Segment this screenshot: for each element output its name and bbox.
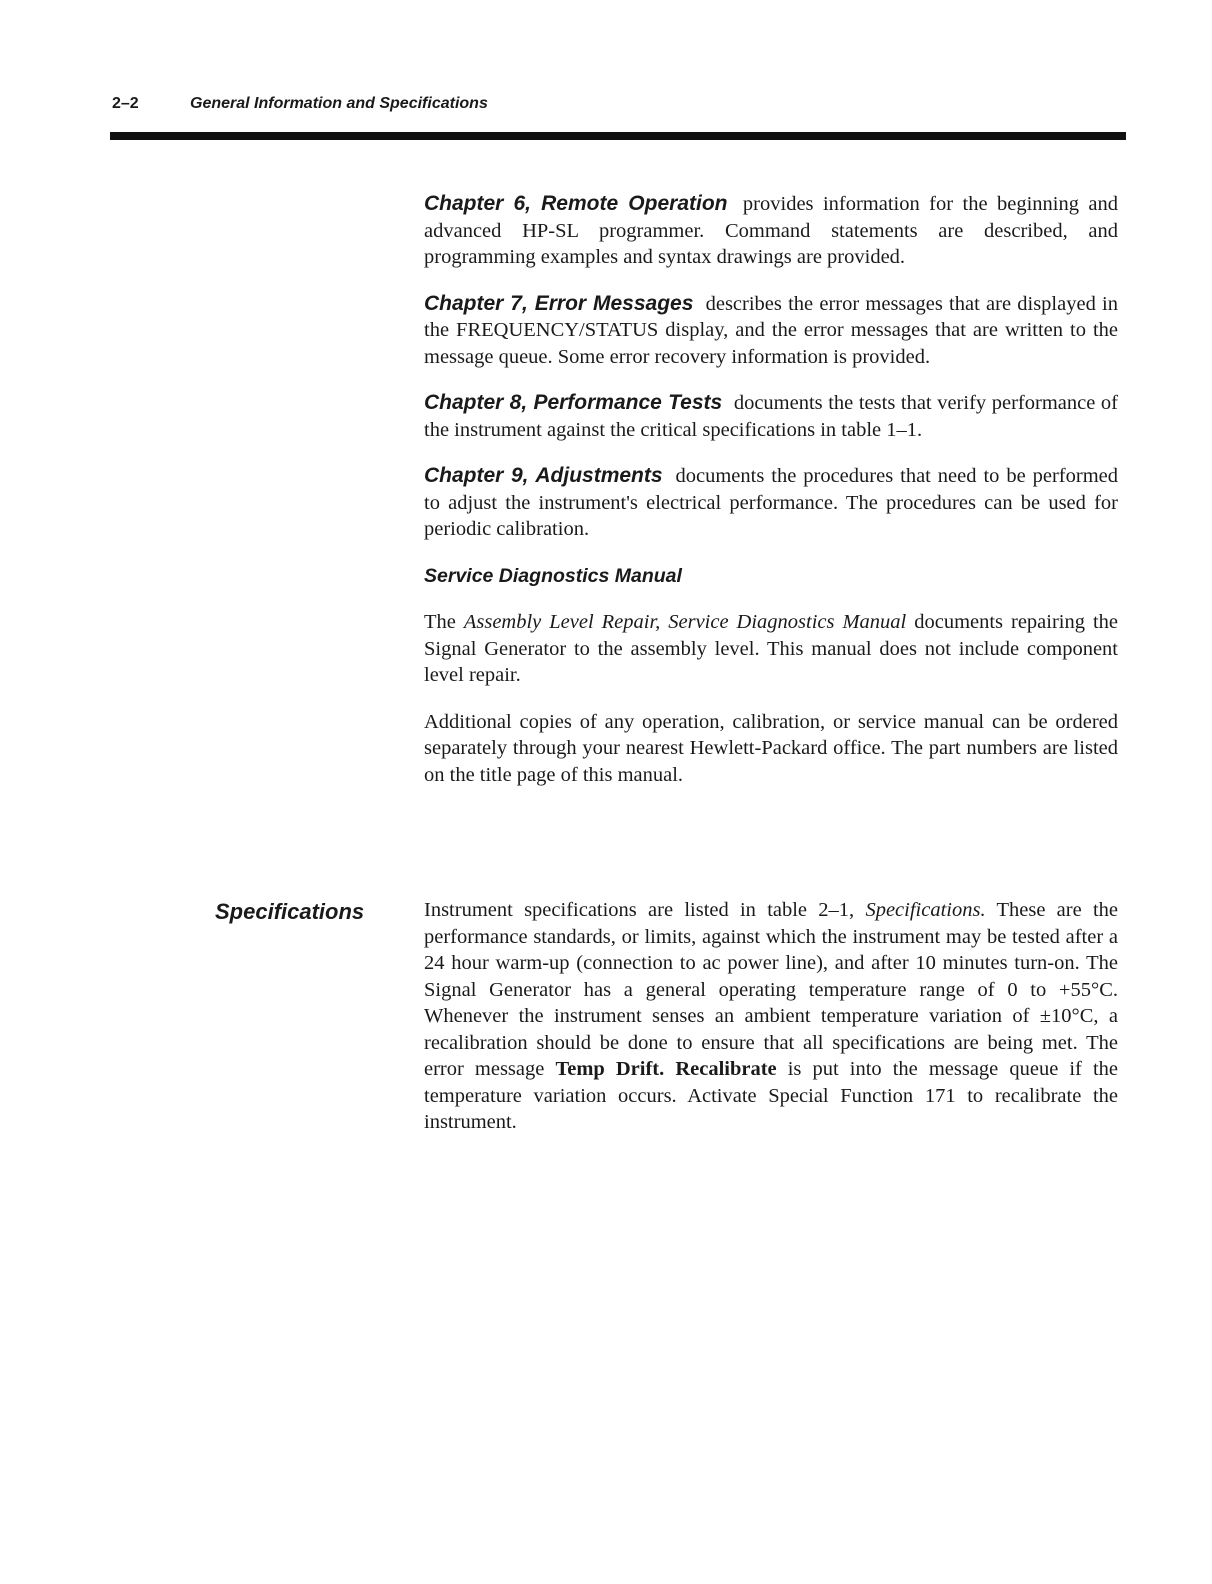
main-content xyxy=(424,191,1118,808)
chapter-9-text: documents the procedures that need to be performed to adjust the instrument's electrical performance. The procedures can be used for periodic calibration. xyxy=(424,465,1118,540)
service-manual-heading: Service Diagnostics Manual xyxy=(424,564,682,587)
chapter-9-paragraph xyxy=(424,463,1118,543)
service-manual-title: Assembly Level Repair, Service Diagnostics Manual xyxy=(463,611,907,633)
service-manual-text: documents repairing the Signal Generator to the assembly level. This manual does not include component level repair. xyxy=(424,611,1119,686)
specifications-table-ref: Specifications. xyxy=(865,899,986,921)
page-header xyxy=(112,95,488,113)
specifications-text-3: is put into the message queue if the temperature variation occurs. Activate Special Function 171 to recalibrate the instrument. xyxy=(424,1058,1119,1133)
specifications-text-2: These are the performance standards, or limits, against which the instrument may be tested after a 24 hour warm-up (connection to ac power line), and after 10 minutes turn-on. The Signal Generator has a general operating temperature range of 0 to +55°C. Whenever the instrument senses an ambient temperature variation of ±10°C, a recalibration should be done to ensure that all specifications are being met. The error message xyxy=(424,899,1118,1080)
chapter-8-paragraph xyxy=(424,390,1118,443)
chapter-7-paragraph xyxy=(424,291,1118,371)
specifications-text-1: Instrument specifications are listed in table 2–1, xyxy=(424,899,855,921)
temp-drift-message: Temp Drift. Recalibrate xyxy=(555,1058,777,1080)
chapter-9-title: Chapter 9, Adjustments xyxy=(424,464,663,487)
page-number: 2–2 xyxy=(112,95,139,112)
chapter-7-title: Chapter 7, Error Messages xyxy=(424,291,694,315)
chapter-6-text: provides information for the beginning and advanced HP-SL programmer. Command statements are described, and programming examples and syntax drawings are provided. xyxy=(424,193,1119,268)
chapter-7-text: describes the error messages that are displayed in the FREQUENCY/STATUS display, and the error messages that are written to the message queue. Some error recovery information is provided. xyxy=(424,292,1118,368)
chapter-8-text: documents the tests that verify performance of the instrument against the critical specifications in table 1–1. xyxy=(424,392,1118,441)
chapter-6-title: Chapter 6, Remote Operation xyxy=(424,192,728,215)
specifications-paragraph xyxy=(424,897,1118,1136)
chapter-8-title: Chapter 8, Performance Tests xyxy=(424,391,723,414)
specifications-heading: Specifications xyxy=(215,899,365,924)
service-manual-prefix: The xyxy=(424,611,456,633)
chapter-6-paragraph xyxy=(424,191,1118,271)
section-title: General Information and Specifications xyxy=(190,95,488,112)
service-manual-paragraph xyxy=(424,609,1118,689)
additional-copies-paragraph: Additional copies of any operation, calibration, or service manual can be ordered separately through your nearest Hewlett-Packard office. The part numbers are listed on the title page of this manual. xyxy=(424,710,1118,786)
header-rule xyxy=(110,132,1126,140)
